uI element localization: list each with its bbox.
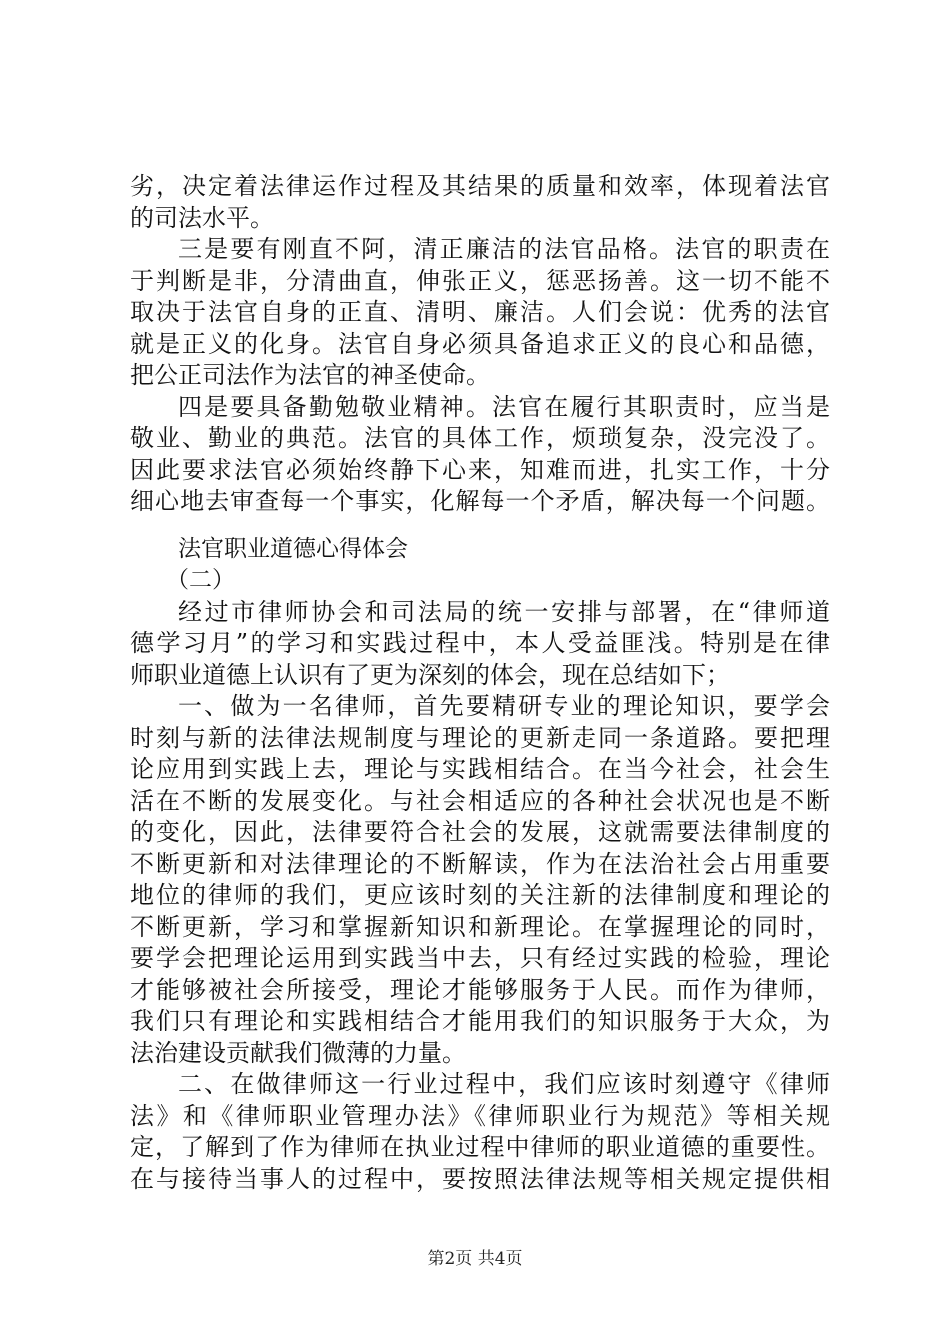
text-line: 的司法水平。 bbox=[130, 203, 274, 232]
text-line: 论应用到实践上去，理论与实践相结合。在当今社会，社会生 bbox=[130, 755, 830, 783]
paragraph-start-line: 三是要有刚直不阿，清正廉洁的法官品格。法官的职责在 bbox=[178, 235, 830, 263]
text-line: 细心地去审查每一个事实，化解每一个矛盾，解决每一个问题。 bbox=[130, 487, 830, 515]
text-line: 德学习月”的学习和实践过程中，本人受益匪浅。特别是在律 bbox=[130, 629, 830, 657]
text-line: 地位的律师的我们，更应该时刻的关注新的法律制度和理论的 bbox=[130, 881, 830, 909]
text-line: 我们只有理论和实践相结合才能用我们的知识服务于大众，为 bbox=[130, 1007, 830, 1035]
text-line: 法》和《律师职业管理办法》《律师职业行为规范》等相关规 bbox=[130, 1101, 830, 1130]
text-line: 劣，决定着法律运作过程及其结果的质量和效率，体现着法官 bbox=[130, 172, 830, 200]
paragraph-start-line: 一、做为一名律师，首先要精研专业的理论知识，要学会 bbox=[178, 692, 830, 720]
text-line: 不断更新和对法律理论的不断解读，作为在法治社会占用重要 bbox=[130, 849, 830, 878]
document-body bbox=[130, 171, 830, 1195]
text-line: 才能够被社会所接受，理论才能够服务于人民。而作为律师， bbox=[130, 975, 830, 1004]
text-line: 因此要求法官必须始终静下心来，知难而进，扎实工作，十分 bbox=[130, 455, 830, 484]
paragraph-start-line: 四是要具备勤勉敬业精神。法官在履行其职责时，应当是 bbox=[178, 392, 830, 421]
text-line: 不断更新，学习和掌握新知识和新理论。在掌握理论的同时， bbox=[130, 912, 830, 941]
text-line: 就是正义的化身。法官自身必须具备追求正义的良心和品德， bbox=[130, 329, 830, 358]
text-line: 把公正司法作为法官的神圣使命。 bbox=[130, 361, 490, 389]
text-line: 取决于法官自身的正直、清明、廉洁。人们会说：优秀的法官 bbox=[130, 298, 830, 326]
paragraph-start-line: 经过市律师协会和司法局的统一安排与部署，在“律师道 bbox=[178, 597, 830, 626]
text-line: 活在不断的发展变化。与社会相适应的各种社会状况也是不断 bbox=[130, 786, 830, 815]
text-line: 要学会把理论运用到实践当中去，只有经过实践的检验，理论 bbox=[130, 944, 830, 972]
text-line: 时刻与新的法律法规制度与理论的更新走同一条道路。要把理 bbox=[130, 723, 830, 752]
text-line: 定，了解到了作为律师在执业过程中律师的职业道德的重要性。 bbox=[130, 1133, 830, 1161]
text-line: 在与接待当事人的过程中，要按照法律法规等相关规定提供相 bbox=[130, 1164, 830, 1193]
page-number-footer: 第2页 共4页 bbox=[427, 1249, 523, 1269]
text-line: 于判断是非，分清曲直，伸张正义，惩恶扬善。这一切不能不 bbox=[130, 266, 830, 295]
section-subtitle: （二） bbox=[166, 567, 235, 593]
text-line: 敬业、勤业的典范。法官的具体工作，烦琐复杂，没完没了。 bbox=[130, 424, 830, 452]
text-line: 法治建设贡献我们微薄的力量。 bbox=[130, 1038, 466, 1067]
paragraph-start-line: 二、在做律师这一行业过程中，我们应该时刻遵守《律师 bbox=[178, 1070, 830, 1098]
section-title: 法官职业道德心得体会 bbox=[178, 535, 408, 562]
text-line: 师职业道德上认识有了更为深刻的体会，现在总结如下； bbox=[130, 660, 730, 689]
text-line: 的变化，因此，法律要符合社会的发展，这就需要法律制度的 bbox=[130, 818, 830, 846]
